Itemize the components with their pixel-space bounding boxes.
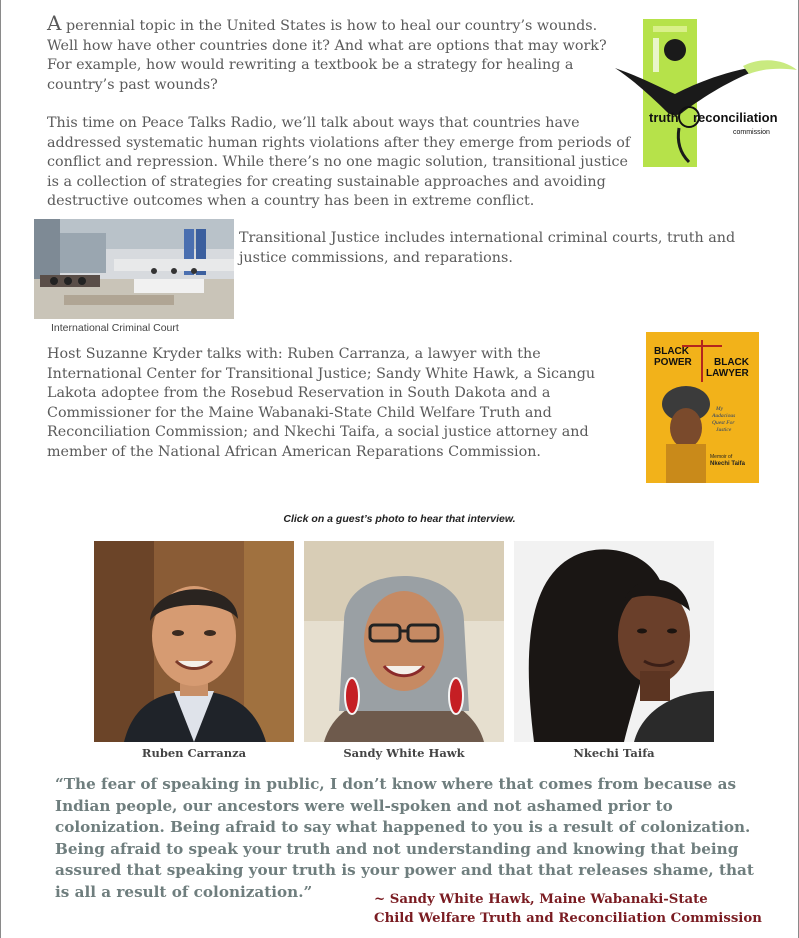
logo-head — [664, 39, 686, 61]
attribution-line-2: Child Welfare Truth and Reconciliation Commission — [374, 911, 762, 926]
svg-text:Nkechi Taifa: Nkechi Taifa — [710, 461, 745, 467]
svg-text:BLACK: BLACK — [654, 346, 689, 357]
svg-text:Memoir of: Memoir of — [710, 454, 733, 460]
svg-text:Audacious: Audacious — [712, 413, 736, 419]
svg-text:My: My — [716, 406, 724, 412]
svg-text:Justice: Justice — [716, 427, 732, 433]
intro-dropcap: A — [47, 11, 62, 35]
guest-name-ruben-carranza: Ruben Carranza — [141, 746, 247, 760]
guest-name-nkechi-taifa: Nkechi Taifa — [573, 746, 655, 760]
transitional-justice-text: Transitional Justice includes international criminal courts, truth and justice commissions, and reparations. — [239, 230, 736, 266]
intro-text: perennial topic in the United States is how to heal our country’s wounds. Well how have other countries done it? And what are options that may work? For example, how would rewriting a textbook be a strategy for healing a country’s past wounds? — [47, 18, 607, 93]
svg-text:BLACK: BLACK — [714, 357, 749, 368]
icc-courtroom-photo — [34, 219, 234, 319]
host-guests-paragraph: Host Suzanne Kryder talks with: Ruben Carranza, a lawyer with the International Center for Transitional Justice; Sandy White Hawk, a Sicangu Lakota adoptee from the Rosebud Reservation in South Dakota and a Commissioner for the Maine Wabanaki-State Child Welfare Truth and Reconciliation Commission; and Nkechi Taifa, a social justice attorney and member of the National African American Reparations Commission. — [47, 346, 596, 460]
svg-text:POWER: POWER — [654, 357, 692, 368]
guest-photo-ruben-carranza[interactable] — [94, 541, 294, 742]
guest-name-sandy-white-hawk: Sandy White Hawk — [343, 746, 465, 760]
icc-caption: International Criminal Court — [51, 322, 179, 334]
guest-photo-sandy-white-hawk[interactable] — [304, 541, 504, 742]
logo-word-reconciliation: reconciliation — [693, 110, 778, 125]
guest-photo-nkechi-taifa[interactable] — [514, 541, 714, 742]
logo-word-commission: commission — [733, 129, 770, 136]
pull-quote: “The fear of speaking in public, I don’t know where that comes from because as Indian people, our ancestors were well-spoken and not ashamed prior to colonization. Being afraid to say what happened to you is a result of colonization. Being afraid to speak your truth and not understanding and knowing that being assured that speaking your truth is your power and that that releases shame, that is all a result of colonization.” — [55, 775, 754, 901]
attribution-line-1: ~ Sandy White Hawk, Maine Wabanaki-State — [374, 892, 708, 907]
click-instruction: Click on a guest’s photo to hear that interview. — [283, 513, 516, 525]
svg-text:Quest For: Quest For — [712, 420, 735, 426]
svg-text:LAWYER: LAWYER — [706, 368, 749, 379]
logo-word-truth: truth — [649, 110, 679, 125]
program-description: This time on Peace Talks Radio, we’ll talk about ways that countries have addressed systematic human rights violations after they emerge from periods of conflict and repression. While there’s no one magic solution, transitional justice is a collection of strategies for creating sustainable approaches and avoiding destructive outcomes when a country has been in extreme conflict. — [47, 115, 631, 210]
quote-attribution — [374, 890, 762, 928]
intro-paragraph — [47, 11, 617, 95]
book-cover-black-power-black-lawyer — [646, 332, 759, 483]
